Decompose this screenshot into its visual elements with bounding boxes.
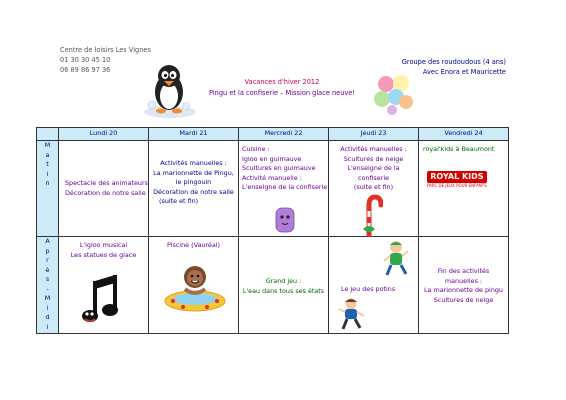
apres-mercredi-cell: [239, 237, 329, 334]
matin-row: [37, 141, 509, 237]
royal-kids-logo: [427, 171, 487, 188]
apres-mardi-cell: [149, 237, 239, 334]
marshmallow-icon: [273, 205, 297, 235]
matin-vendredi-cell: [419, 141, 509, 237]
royal-kids-logo-text: ROYAL KIDS: [427, 171, 486, 183]
apres-vendredi-line: Scultures de neige: [433, 295, 494, 304]
matin-mercredi-line: L'enseigne de la confiserie: [242, 183, 328, 191]
corner-cell: [37, 128, 59, 141]
apres-vendredi-line: Fin des activités: [437, 267, 490, 275]
matin-lundi-line: Décoration de notre salle: [65, 188, 146, 197]
matin-mardi-cell: [149, 141, 239, 237]
title-line-2: Pingu et la confiserie – Mission glace neuve!: [209, 89, 355, 97]
apres-vendredi-line: manuelles :: [444, 276, 483, 285]
group-info: [366, 57, 506, 77]
matin-mercredi-line: Cuisine :: [242, 145, 270, 153]
apres-vendredi-line: La marionnette de pingu: [424, 286, 503, 294]
center-phone-1: 01 30 30 45 10: [60, 56, 111, 64]
matin-mercredi-cell: [239, 141, 329, 237]
apres-mardi-line: Piscine (Vauréal): [166, 241, 221, 249]
page-title: [196, 77, 368, 99]
candy-cane-icon: [361, 193, 383, 237]
matin-mardi-line: (suite et fin): [159, 197, 199, 205]
center-info: [60, 45, 151, 75]
day-header-vendredi: Vendredi 24: [419, 128, 509, 141]
title-line-1: Vacances d'hiver 2012: [244, 78, 320, 86]
matin-mardi-line: La marionnette de Pingu, le pingouin: [153, 168, 234, 186]
matin-lundi-line: Spectacle des animateurs: [65, 179, 148, 187]
apres-mercredi-line: Grand jeu :: [265, 277, 302, 285]
matin-label: M a t i n: [37, 141, 59, 237]
apres-lundi-line: Les statues de glace: [70, 250, 137, 259]
matin-vendredi-line: royal'kids à Beaumont: [423, 145, 495, 153]
apres-lundi-cell: [59, 237, 149, 334]
matin-jeudi-line: Scultures de neige: [343, 154, 404, 163]
day-header-mercredi: Mercredi 22: [239, 128, 329, 141]
day-header-lundi: Lundi 20: [59, 128, 149, 141]
center-name: Centre de loisirs Les Vignes: [60, 46, 151, 54]
matin-mardi-line: Décoration de notre salle: [153, 187, 234, 196]
apres-lundi-line: L'igloo musical: [79, 241, 128, 249]
day-header-row: [37, 128, 509, 141]
matin-mercredi-line: Igloo en guimauve: [242, 154, 302, 163]
pool-girl-icon: [163, 257, 227, 313]
penguin-icon: [140, 60, 198, 120]
day-header-mardi: Mardi 21: [149, 128, 239, 141]
center-phone-2: 06 89 86 97 36: [60, 66, 111, 74]
music-note-icon: [81, 271, 125, 329]
apres-jeudi-cell: [329, 237, 419, 334]
matin-mercredi-line: Activité manuelle :: [242, 173, 302, 182]
group-name: Groupe des roudoudous (4 ans): [401, 58, 506, 66]
apres-jeudi-line: Le jeu des potins: [341, 285, 396, 293]
apres-mercredi-line: L'eau dans tous ses états: [242, 286, 325, 295]
royal-kids-logo-subtitle: PARC DE JEUX POUR ENFANTS: [427, 182, 487, 188]
apres-midi-label: A p r è s - M i d i: [37, 237, 59, 334]
matin-jeudi-line: L'enseigne de la confiserie: [347, 164, 400, 182]
candy-icon: [372, 72, 416, 116]
children-icon: [381, 239, 411, 279]
matin-lundi-cell: [59, 141, 149, 237]
apres-vendredi-cell: [419, 237, 509, 334]
matin-jeudi-line: Activités manuelles :: [340, 145, 407, 153]
matin-jeudi-line: (suite et fin): [353, 183, 394, 191]
matin-mercredi-line: Scultures en guimauve: [242, 164, 316, 172]
day-header-jeudi: Jeudi 23: [329, 128, 419, 141]
matin-jeudi-cell: [329, 141, 419, 237]
children-icon: [337, 297, 367, 331]
matin-mardi-line: Activités manuelles :: [160, 159, 227, 167]
apres-midi-row: [37, 237, 509, 334]
schedule-table: [36, 127, 509, 334]
group-leaders: Avec Enora et Mauricette: [422, 68, 506, 76]
